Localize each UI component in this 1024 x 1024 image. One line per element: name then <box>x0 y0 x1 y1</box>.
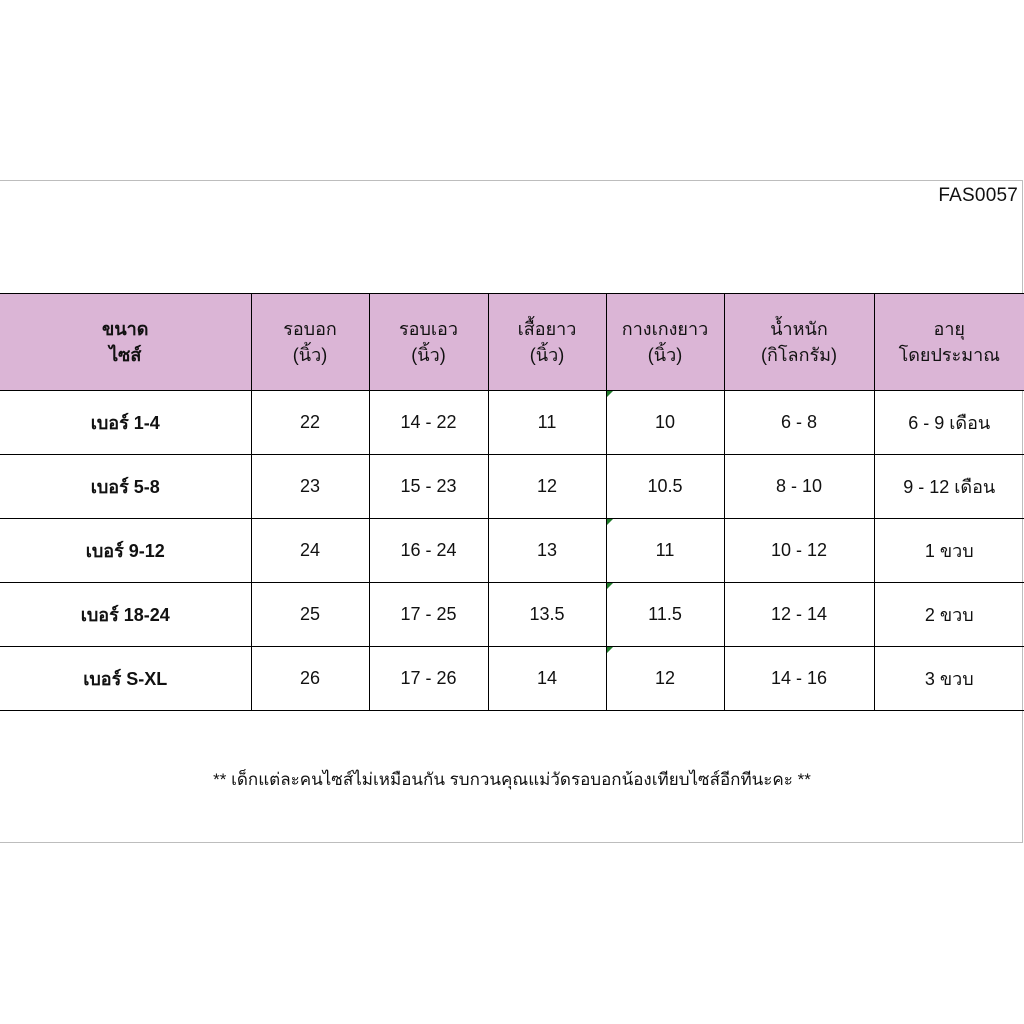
age-cell: 9 - 12 เดือน <box>874 455 1024 519</box>
pants-length-cell: 11.5 <box>606 583 724 647</box>
product-code: FAS0057 <box>938 185 1018 206</box>
pants-length-cell: 10 <box>606 391 724 455</box>
shirt-length-cell: 13.5 <box>488 583 606 647</box>
measurement-note: ** เด็กแต่ละคนไซส์ไม่เหมือนกัน รบกวนคุณแม่วัดรอบอกน้องเทียบไซส์อีกทีนะคะ ** <box>213 770 811 789</box>
header-weight: น้ำหนัก (กิโลกรัม) <box>724 294 874 391</box>
chest-cell: 24 <box>251 519 369 583</box>
size-chart-sheet <box>0 180 1023 843</box>
table-row <box>0 519 1024 583</box>
weight-cell: 8 - 10 <box>724 455 874 519</box>
header-row <box>0 294 1024 391</box>
shirt-length-cell: 13 <box>488 519 606 583</box>
table-row <box>0 583 1024 647</box>
age-cell: 6 - 9 เดือน <box>874 391 1024 455</box>
weight-cell: 12 - 14 <box>724 583 874 647</box>
shirt-length-cell: 14 <box>488 647 606 711</box>
chest-cell: 26 <box>251 647 369 711</box>
header-size: ขนาด ไซส์ <box>0 294 251 391</box>
chest-cell: 25 <box>251 583 369 647</box>
size-label-cell: เบอร์ 9-12 <box>0 519 251 583</box>
weight-cell: 14 - 16 <box>724 647 874 711</box>
pants-length-cell: 11 <box>606 519 724 583</box>
age-cell: 1 ขวบ <box>874 519 1024 583</box>
size-label-cell: เบอร์ S-XL <box>0 647 251 711</box>
header-chest: รอบอก (นิ้ว) <box>251 294 369 391</box>
waist-cell: 16 - 24 <box>369 519 488 583</box>
size-table <box>0 293 1024 711</box>
header-shirt-length: เสื้อยาว (นิ้ว) <box>488 294 606 391</box>
waist-cell: 17 - 25 <box>369 583 488 647</box>
table-row <box>0 391 1024 455</box>
pants-length-cell: 10.5 <box>606 455 724 519</box>
size-label-cell: เบอร์ 18-24 <box>0 583 251 647</box>
age-cell: 2 ขวบ <box>874 583 1024 647</box>
size-label-cell: เบอร์ 5-8 <box>0 455 251 519</box>
header-waist: รอบเอว (นิ้ว) <box>369 294 488 391</box>
size-label-cell: เบอร์ 1-4 <box>0 391 251 455</box>
header-pants-length: กางเกงยาว (นิ้ว) <box>606 294 724 391</box>
weight-cell: 10 - 12 <box>724 519 874 583</box>
waist-cell: 14 - 22 <box>369 391 488 455</box>
shirt-length-cell: 11 <box>488 391 606 455</box>
chest-cell: 22 <box>251 391 369 455</box>
pants-length-cell: 12 <box>606 647 724 711</box>
table-row <box>0 647 1024 711</box>
weight-cell: 6 - 8 <box>724 391 874 455</box>
waist-cell: 17 - 26 <box>369 647 488 711</box>
chest-cell: 23 <box>251 455 369 519</box>
waist-cell: 15 - 23 <box>369 455 488 519</box>
age-cell: 3 ขวบ <box>874 647 1024 711</box>
shirt-length-cell: 12 <box>488 455 606 519</box>
header-age: อายุ โดยประมาณ <box>874 294 1024 391</box>
table-row <box>0 455 1024 519</box>
